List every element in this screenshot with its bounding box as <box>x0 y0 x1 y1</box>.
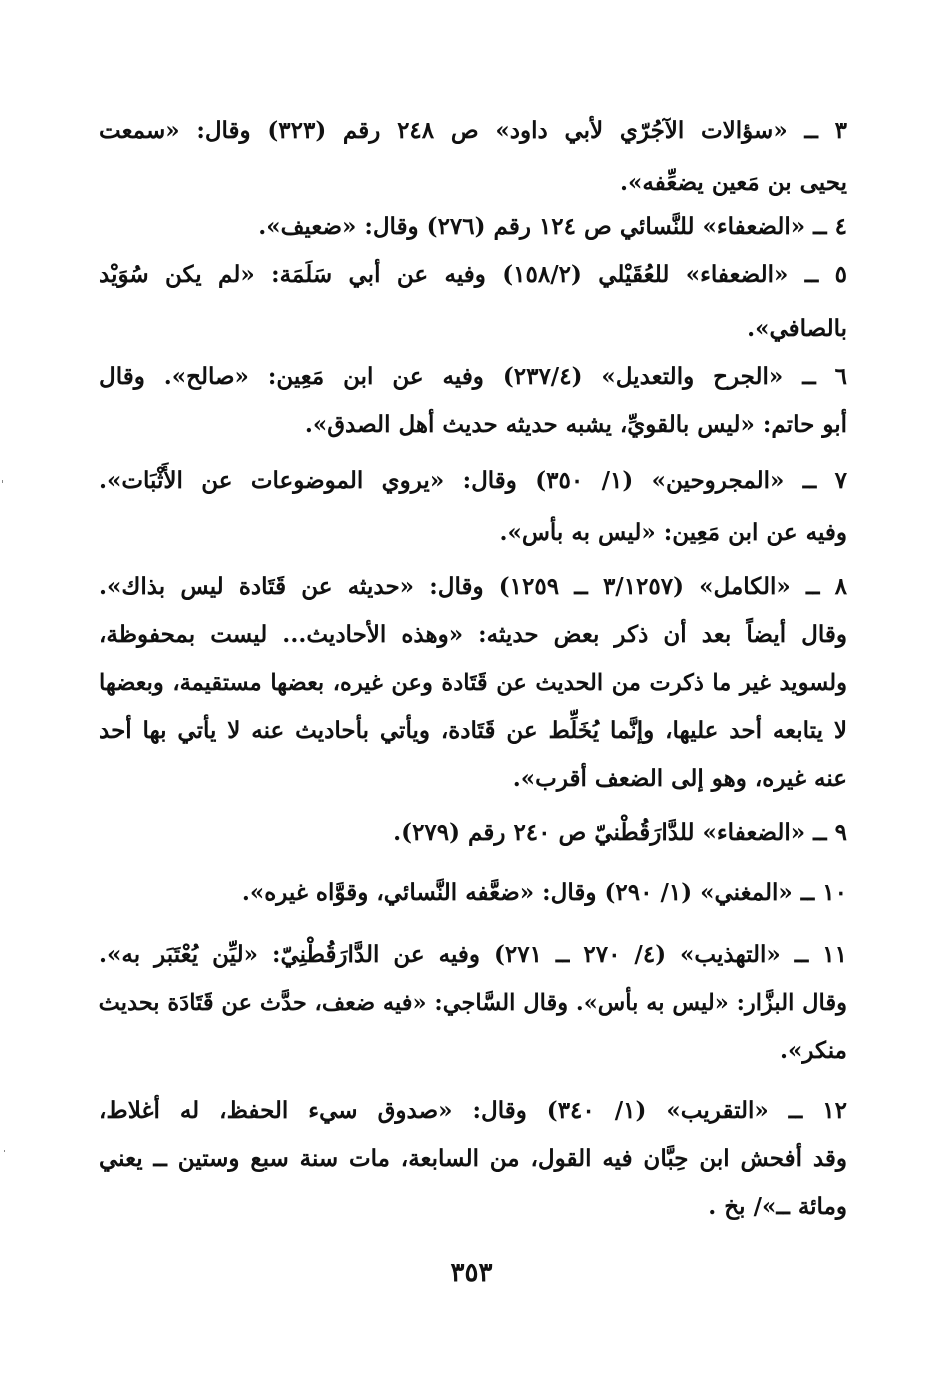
entry-5-line-1: ٥ ــ «الضعفاء» للعُقَيْلي (١٥٨/٢) وفيه عن أبي سَلَمَة: «لم يكن سُوَيْد <box>99 261 847 288</box>
entry-7-line-1: ٧ ــ «المجروحين» (١/ ٣٥٠) وقال: «يروي الموضوعات عن الأَثْبَات». <box>99 467 847 494</box>
scan-speck <box>2 480 3 483</box>
entry-4-line-1: ٤ ــ «الضعفاء» للنَّسائي ص ١٢٤ رقم (٢٧٦) وقال: «ضعيف». <box>258 213 847 240</box>
entry-8-line-3: ولسويد غير ما ذكرت من الحديث عن قَتَادة وعن غيره، بعضها مستقيمة، وبعضها <box>99 670 847 696</box>
scan-speck <box>4 1150 5 1152</box>
entry-12-line-1: ١٢ ــ «التقريب» (١/ ٣٤٠) وقال: «صدوق سيء الحفظ، له أغلاط، <box>99 1097 847 1124</box>
entry-8-line-4: لا يتابعه أحد عليها، وإنَّما يُخَلِّط عن قَتَادة، ويأتي بأحاديث عنه لا يأتي بها أحد <box>99 717 847 744</box>
entry-8-line-2: وقال أيضاً بعد أن ذكر بعض حديثه: «وهذه الأحاديث... ليست بمحفوظة، <box>99 621 847 648</box>
entry-8-line-1: ٨ ــ «الكامل» (٣/١٢٥٧ ــ ١٢٥٩) وقال: «حديثه عن قَتَادة ليس بذاك». <box>99 573 847 600</box>
entry-3-line-2: يحيى بن مَعين يضعِّفه». <box>620 169 847 196</box>
entry-5-line-2: بالصافي». <box>747 315 847 342</box>
entry-10-line-1: ١٠ ــ «المغني» (١/ ٢٩٠) وقال: «ضعَّفه النَّسائي، وقوَّاه غيره». <box>241 879 847 906</box>
entry-11-line-3: منكر». <box>779 1037 847 1064</box>
entry-6-line-1: ٦ ــ «الجرح والتعديل» (٢٣٧/٤) وفيه عن ابن مَعِين: «صالح». وقال <box>99 363 847 390</box>
entry-9-line-1: ٩ ــ «الضعفاء» للدَّارَقُطْنيّ ص ٢٤٠ رقم (٢٧٩). <box>393 819 847 846</box>
entry-6-line-2: أبو حاتم: «ليس بالقويِّ، يشبه حديثه حديث أهل الصدق». <box>304 411 847 438</box>
entry-11-line-2: وقال البزَّار: «ليس به بأس». وقال السَّاجي: «فيه ضعف، حدَّث عن قَتَادَة بحديث <box>98 990 847 1016</box>
entry-12-line-2: وقد أفحش ابن حِبَّان فيه القول، من السابعة، مات سنة سبع وستين ــ يعني <box>99 1145 847 1172</box>
entry-12-line-3: ومائة ــ»/ بخ . <box>708 1193 847 1220</box>
entry-11-line-1: ١١ ــ «التهذيب» (٤/ ٢٧٠ ــ ٢٧١) وفيه عن الدَّارَقُطْنِيّ: «ليِّن يُعْتَبَر به». <box>99 941 847 968</box>
entry-3-line-1: ٣ ــ «سؤالات الآجُرّي لأبي داود» ص ٢٤٨ رقم (٣٢٣) وقال: «سمعت <box>99 117 847 144</box>
entry-7-line-2: وفيه عن ابن مَعِين: «ليس به بأس». <box>499 519 847 546</box>
page-number: ٣٥٣ <box>450 1258 493 1288</box>
entry-8-line-5: عنه غيره، وهو إلى الضعف أقرب». <box>512 765 847 792</box>
